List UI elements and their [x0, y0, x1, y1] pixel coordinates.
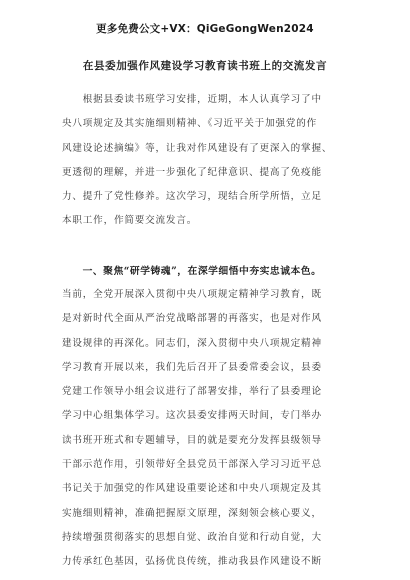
text-line: 本职工作，作简要交流发言。 — [62, 215, 198, 227]
text-line: 建设规律的再深化。同志们，深入贯彻中央八项规定精神 — [62, 337, 322, 349]
text-line: 力传承红色基因，弘扬优良传统，推动我县作风建设不断 — [62, 556, 322, 568]
text-line: 更透彻的理解，并进一步强化了纪律意识、提高了免疫能 — [62, 166, 322, 178]
section-paragraph — [62, 283, 355, 575]
text-line: 读书班开班式和专题辅导，目的就是要充分发挥县级领导 — [62, 434, 322, 446]
promo-banner: 更多免费公文+VX：QiGeGongWen2024 — [96, 23, 314, 35]
text-line: 学习教育开展以来，我们先后召开了县委常委会议，县委 — [62, 361, 322, 373]
text-line: 学习中心组集体学习。这次县委安排两天时间，专门举办 — [62, 410, 322, 422]
text-line: 干部示范作用，引领带好全县党员干部深入学习习近平总 — [62, 459, 322, 471]
intro-paragraph — [62, 88, 355, 234]
text-line: 当前，全党开展深入贯彻中央八项规定精神学习教育，既 — [62, 289, 322, 300]
text-line: 实施细则精神，准确把握原文原理，深刻领会核心要义， — [62, 507, 322, 519]
text-line: 党建工作领导小组会议进行了部署安排，举行了县委理论 — [62, 386, 322, 398]
text-line: 书记关于加强党的作风建设重要论述和中央八项规定及其 — [62, 483, 322, 495]
text-line: 央八项规定及其实施细则精神、《习近平关于加强党的作 — [62, 118, 318, 130]
text-line: 根据县委读书班学习安排，近期，本人认真学习了中 — [62, 94, 322, 105]
text-line: 风建设论述摘编》等，让我对作风建设有了更深入的掌握、 — [62, 142, 333, 154]
text-line: 力、提升了党性修养。这次学习，现结合所学所悟，立足 — [62, 191, 322, 203]
text-line: 是对新时代全面从严治党战略部署的再落实，也是对作风 — [62, 313, 322, 325]
document-title: 在县委加强作风建设学习教育读书班上的交流发言 — [82, 60, 328, 72]
section-heading: 一、聚焦“研学铸魂”，在深学细悟中夯实忠诚本色。 — [62, 266, 322, 277]
text-line: 持续增强贯彻落实的思想自觉、政治自觉和行动自觉，大 — [62, 531, 322, 543]
